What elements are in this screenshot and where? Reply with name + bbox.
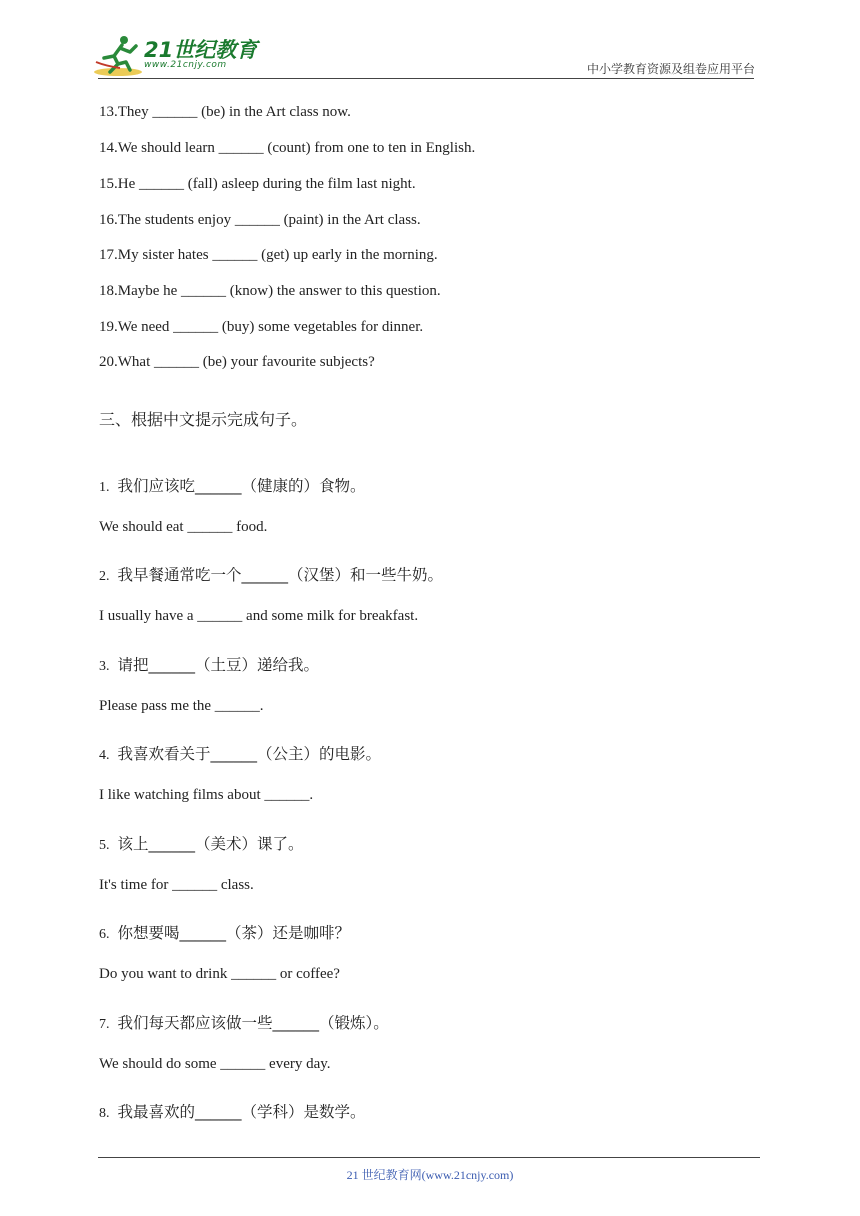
- prompt-number: 3.: [99, 659, 110, 674]
- exercise-item: [99, 103, 351, 121]
- translation-prompt: [99, 921, 350, 943]
- translation-prompt: [99, 1100, 366, 1122]
- translation-answer: I usually have a ______ and some milk for breakfast.: [99, 608, 419, 624]
- section-title: 三、根据中文提示完成句子。: [99, 410, 308, 429]
- prompt-chinese: 我们每天都应该做一些______（锻炼）。: [117, 1014, 389, 1032]
- exercise-text: My sister hates ______ (get) up early in the morning.: [117, 247, 438, 263]
- logo-subtitle: www.21cnjy.com: [144, 60, 227, 70]
- exercise-text: They ______ (be) in the Art class now.: [117, 104, 351, 120]
- prompt-number: 7.: [99, 1017, 110, 1032]
- translation-prompt: [99, 1011, 389, 1033]
- site-logo: [92, 34, 262, 78]
- translation-answer: I like watching films about ______.: [99, 787, 314, 803]
- page-footer: 21 世纪教育网(www.21cnjy.com): [346, 1168, 514, 1182]
- exercise-text: We need ______ (buy) some vegetables for dinner.: [117, 319, 424, 335]
- exercise-text: What ______ (be) your favourite subjects?: [117, 354, 375, 370]
- exercise-item: [99, 282, 441, 300]
- exercise-number: 15.: [99, 176, 118, 192]
- prompt-chinese: 我们应该吃______（健康的）食物。: [117, 477, 366, 495]
- exercise-item: [99, 211, 421, 229]
- translation-prompt: [99, 563, 443, 585]
- prompt-chinese: 我喜欢看关于______（公主）的电影。: [117, 745, 382, 763]
- prompt-number: 4.: [99, 748, 110, 763]
- exercise-text: Maybe he ______ (know) the answer to this question.: [117, 283, 441, 299]
- translation-answer: Please pass me the ______.: [99, 698, 264, 714]
- translation-prompt: [99, 653, 319, 675]
- exercise-text: The students enjoy ______ (paint) in the Art class.: [117, 212, 421, 228]
- translation-answer: Do you want to drink ______ or coffee?: [99, 966, 340, 982]
- exercise-number: 18.: [99, 283, 118, 299]
- translation-prompt: [99, 474, 366, 496]
- exercise-item: [99, 246, 438, 264]
- prompt-chinese: 请把______（土豆）递给我。: [117, 656, 320, 674]
- translation-prompt: [99, 742, 381, 764]
- prompt-number: 8.: [99, 1106, 110, 1121]
- exercise-text: We should learn ______ (count) from one to ten in English.: [117, 140, 476, 156]
- translation-answer: We should eat ______ food.: [99, 519, 268, 535]
- exercise-item: [99, 318, 423, 336]
- exercise-number: 20.: [99, 354, 118, 370]
- footer-divider: [98, 1157, 760, 1158]
- exercise-item: [99, 175, 416, 193]
- header-divider: [98, 78, 754, 79]
- exercise-item: [99, 139, 475, 157]
- translation-prompt: [99, 832, 304, 854]
- prompt-chinese: 你想要喝______（茶）还是咖啡？: [117, 924, 351, 942]
- exercise-item: [99, 353, 375, 371]
- platform-name: 中小学教育资源及组卷应用平台: [586, 62, 755, 76]
- exercise-number: 19.: [99, 319, 118, 335]
- prompt-number: 2.: [99, 569, 110, 584]
- exercise-number: 17.: [99, 247, 118, 263]
- prompt-chinese: 我早餐通常吃一个______（汉堡）和一些牛奶。: [117, 566, 444, 584]
- prompt-chinese: 该上______（美术）课了。: [117, 835, 304, 853]
- runner-icon: [92, 34, 144, 78]
- page-header: [0, 0, 860, 80]
- exercise-number: 16.: [99, 212, 118, 228]
- prompt-number: 5.: [99, 838, 110, 853]
- translation-answer: It's time for ______ class.: [99, 877, 254, 893]
- exercise-text: He ______ (fall) asleep during the film last night.: [117, 176, 416, 192]
- prompt-number: 1.: [99, 480, 110, 495]
- exercise-number: 13.: [99, 104, 118, 120]
- logo-text: 21世纪教育: [144, 38, 258, 62]
- prompt-number: 6.: [99, 927, 110, 942]
- prompt-chinese: 我最喜欢的______（学科）是数学。: [117, 1103, 366, 1121]
- translation-answer: We should do some ______ every day.: [99, 1056, 331, 1072]
- exercise-number: 14.: [99, 140, 118, 156]
